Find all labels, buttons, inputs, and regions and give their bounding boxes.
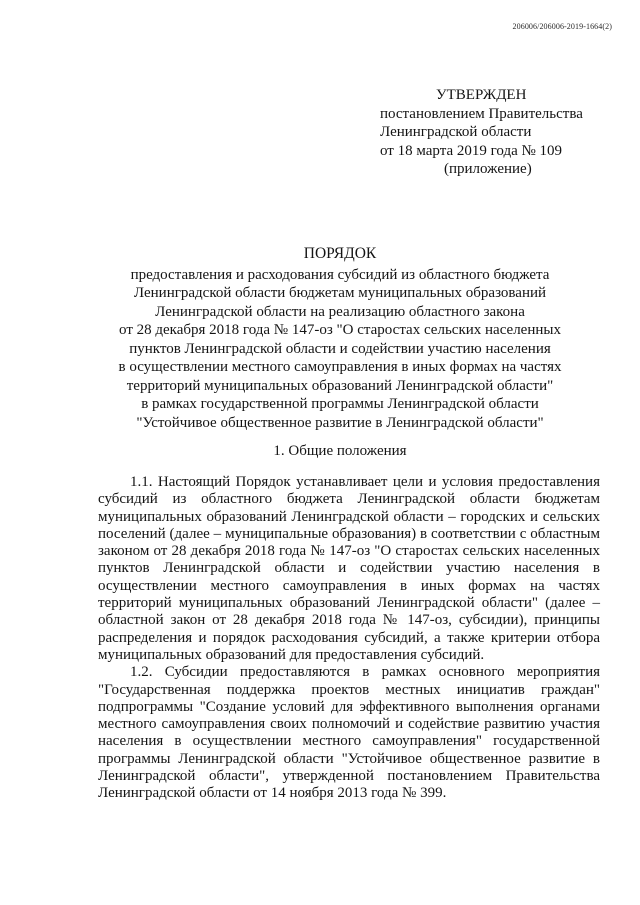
document-heading [90, 245, 590, 432]
approval-line: постановлением Правительства [380, 105, 583, 122]
approval-line: Ленинградской области [380, 124, 532, 140]
document-subtitle-line: Ленинградской области на реализацию областного закона [155, 303, 525, 320]
document-subtitle-line: от 28 декабря 2018 года № 147-оз "О старостах сельских населенных [119, 322, 561, 338]
document-subtitle-line: в рамках государственной программы Ленинградской области [141, 396, 539, 412]
document-registration-code: 206006/206006-2019-1664(2) [512, 22, 612, 31]
document-body [98, 474, 600, 803]
document-subtitle-line: в осуществлении местного самоуправления в иных формах на частях [118, 359, 562, 375]
approval-appendix: (приложение) [444, 161, 532, 177]
document-subtitle-line: территорий муниципальных образований Ленинградской области" [126, 377, 554, 394]
document-subtitle-line: Ленинградской области бюджетам муниципальных образований [133, 285, 547, 301]
document-subtitle-line: "Устойчивое общественное развитие в Ленинградской области" [136, 414, 544, 431]
approval-block [380, 86, 620, 179]
document-subtitle-line: предоставления и расходования субсидий из областного бюджета [130, 266, 550, 283]
paragraph-1-1: 1.1. Настоящий Порядок устанавливает цели и условия предоставления субсидий из областного бюджета Ленинградской области бюджетам муниципальных образований Ленинградской области – городских и сельских поселений (далее – муниципальные образования) в соответствии с областным законом от 28 декабря 2018 года № 147-оз "О старостах сельских населенных пунктов Ленинградской области и содействии участию населения в осуществлении местного самоуправления в иных формах на частях территорий муниципальных образований Ленинградской области" (далее – областной закон от 28 декабря 2018 года № 147-оз, субсидии), принципы распределения и порядок расходования субсидий, а также критерии отбора муниципальных образований для предоставления субсидий. [98, 474, 600, 663]
paragraph-1-2: 1.2. Субсидии предоставляются в рамках основного мероприятия "Государственная поддержка проектов местных инициатив граждан" подпрограммы "Создание условий для эффективного выполнения органами местного самоуправления своих полномочий и содействие развитию участия населения в осуществлении местного самоуправления" государственной программы Ленинградской области "Устойчивое общественное развитие в Ленинградской области", утвержденной постановлением Правительства Ленинградской области от 14 ноября 2013 года № 399. [98, 664, 600, 802]
approval-line: от 18 марта 2019 года № 109 [380, 142, 563, 159]
document-subtitle-line: пунктов Ленинградской области и содействии участию населения [129, 340, 551, 357]
approval-title: УТВЕРЖДЕН [436, 87, 527, 103]
section-title: 1. Общие положения [273, 443, 407, 459]
document-title: ПОРЯДОК [303, 245, 377, 262]
